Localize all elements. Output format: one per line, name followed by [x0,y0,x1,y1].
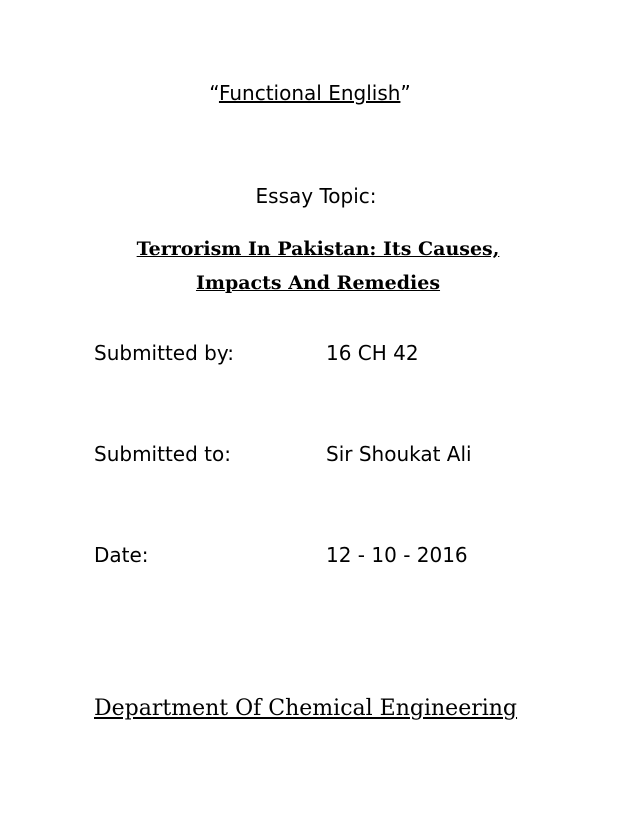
essay-topic-title [0,232,636,300]
department-name: Department Of Chemical Engineering [94,696,518,721]
submitted-by-label: Submitted by: [94,341,234,365]
submitted-to-value: Sir Shoukat Ali [326,442,472,466]
open-quote: “ [209,81,219,105]
essay-topic-line-1: Terrorism In Pakistan: Its Causes, [136,238,500,260]
date-label: Date: [94,543,149,567]
submitted-by-value: 16 CH 42 [326,341,419,365]
course-title [0,79,620,107]
close-quote: ” [400,81,411,105]
date-value: 12 - 10 - 2016 [326,543,468,567]
course-name: Functional English [218,81,401,105]
essay-topic-line-2: Impacts And Remedies [195,272,441,294]
essay-topic-label: Essay Topic: [255,184,377,208]
submitted-to-label: Submitted to: [94,442,231,466]
